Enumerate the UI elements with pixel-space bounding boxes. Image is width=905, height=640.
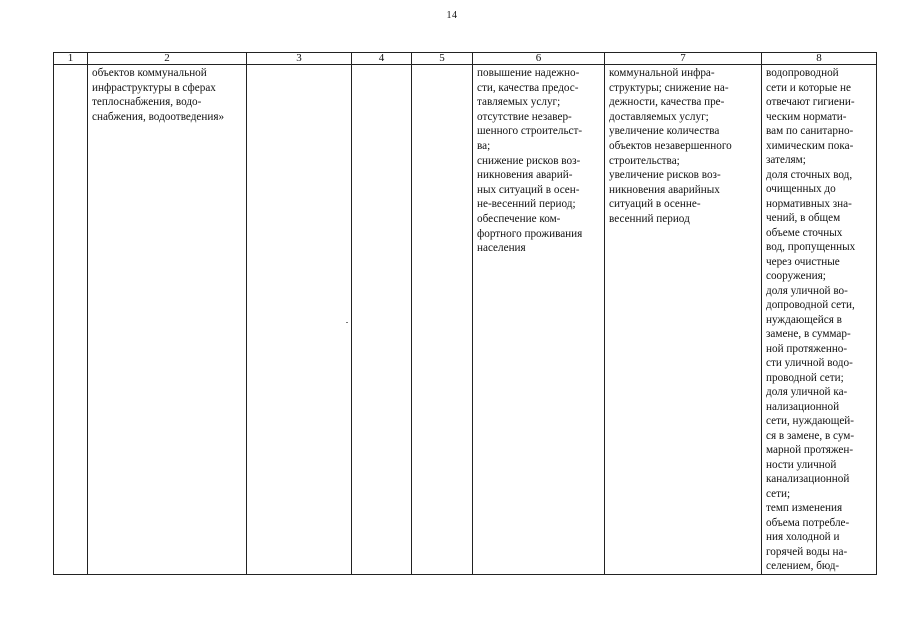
cell-text-col-7: коммунальной инфра- структуры; снижение на- дежности, качества пре- доставляемых услуг; увеличение количества объектов незавершенного строительства; увеличение рисков воз- никновения аварийных ситуаций в осенне- весенний период: [609, 67, 732, 225]
column-header-5: 5: [412, 53, 473, 65]
column-header-4: 4: [352, 53, 412, 65]
cell-col-4: [352, 65, 412, 575]
cell-col-7: [605, 65, 762, 575]
cell-col-6: [473, 65, 605, 575]
cell-col-3: [247, 65, 352, 575]
cell-col-2: [88, 65, 247, 575]
cell-text-col-1: [54, 65, 87, 66]
column-header-8: 8: [762, 53, 877, 65]
document-table: [53, 52, 877, 575]
column-header-6: 6: [473, 53, 605, 65]
column-header-1: 1: [54, 53, 88, 65]
cell-text-col-2: объектов коммунальной инфраструктуры в сферах теплоснабжения, водо- снабжения, водоотведения»: [92, 67, 225, 123]
cell-col-1: [54, 65, 88, 575]
cell-text-col-8: водопроводной сети и которые не отвечают гигиени- ческим нормати- вам по санитарно- химическим пока- зателям; доля сточных вод, очищенных до нормативных зна- чений, в общем объеме сточных вод, пропущенных через очистные сооружения; доля уличной во- допроводной сети, нуждающейся в замене, в суммар- ной протяженно- сти уличной водо- проводной сети; доля уличной ка- нализационной сети, нуждающей- ся в замене, в сум- марной протяжен- ности уличной канализационной сети; темп изменения объема потребле- ния холодной и горячей воды на- селением, бюд-: [766, 67, 856, 572]
column-header-7: 7: [605, 53, 762, 65]
cell-col-5: [412, 65, 473, 575]
page-number: 14: [446, 10, 458, 21]
cell-text-col-6: повышение надежно- сти, качества предос- тавляемых услуг; отсутствие незавер- шенного строительст- ва; снижение рисков воз- никновения аварий- ных ситуаций в осен- не-весенний период; обеспечение ком- фортного проживания населения: [477, 67, 583, 255]
table-header-row: [54, 53, 877, 65]
cell-col-8: [762, 65, 877, 575]
column-header-2: 2: [88, 53, 247, 65]
cell-text-col-4: [352, 65, 411, 66]
cell-text-col-5: [412, 65, 472, 66]
scan-speck: [346, 322, 348, 323]
column-header-3: 3: [247, 53, 352, 65]
table-row: [54, 65, 877, 575]
cell-text-col-3: [247, 65, 351, 66]
